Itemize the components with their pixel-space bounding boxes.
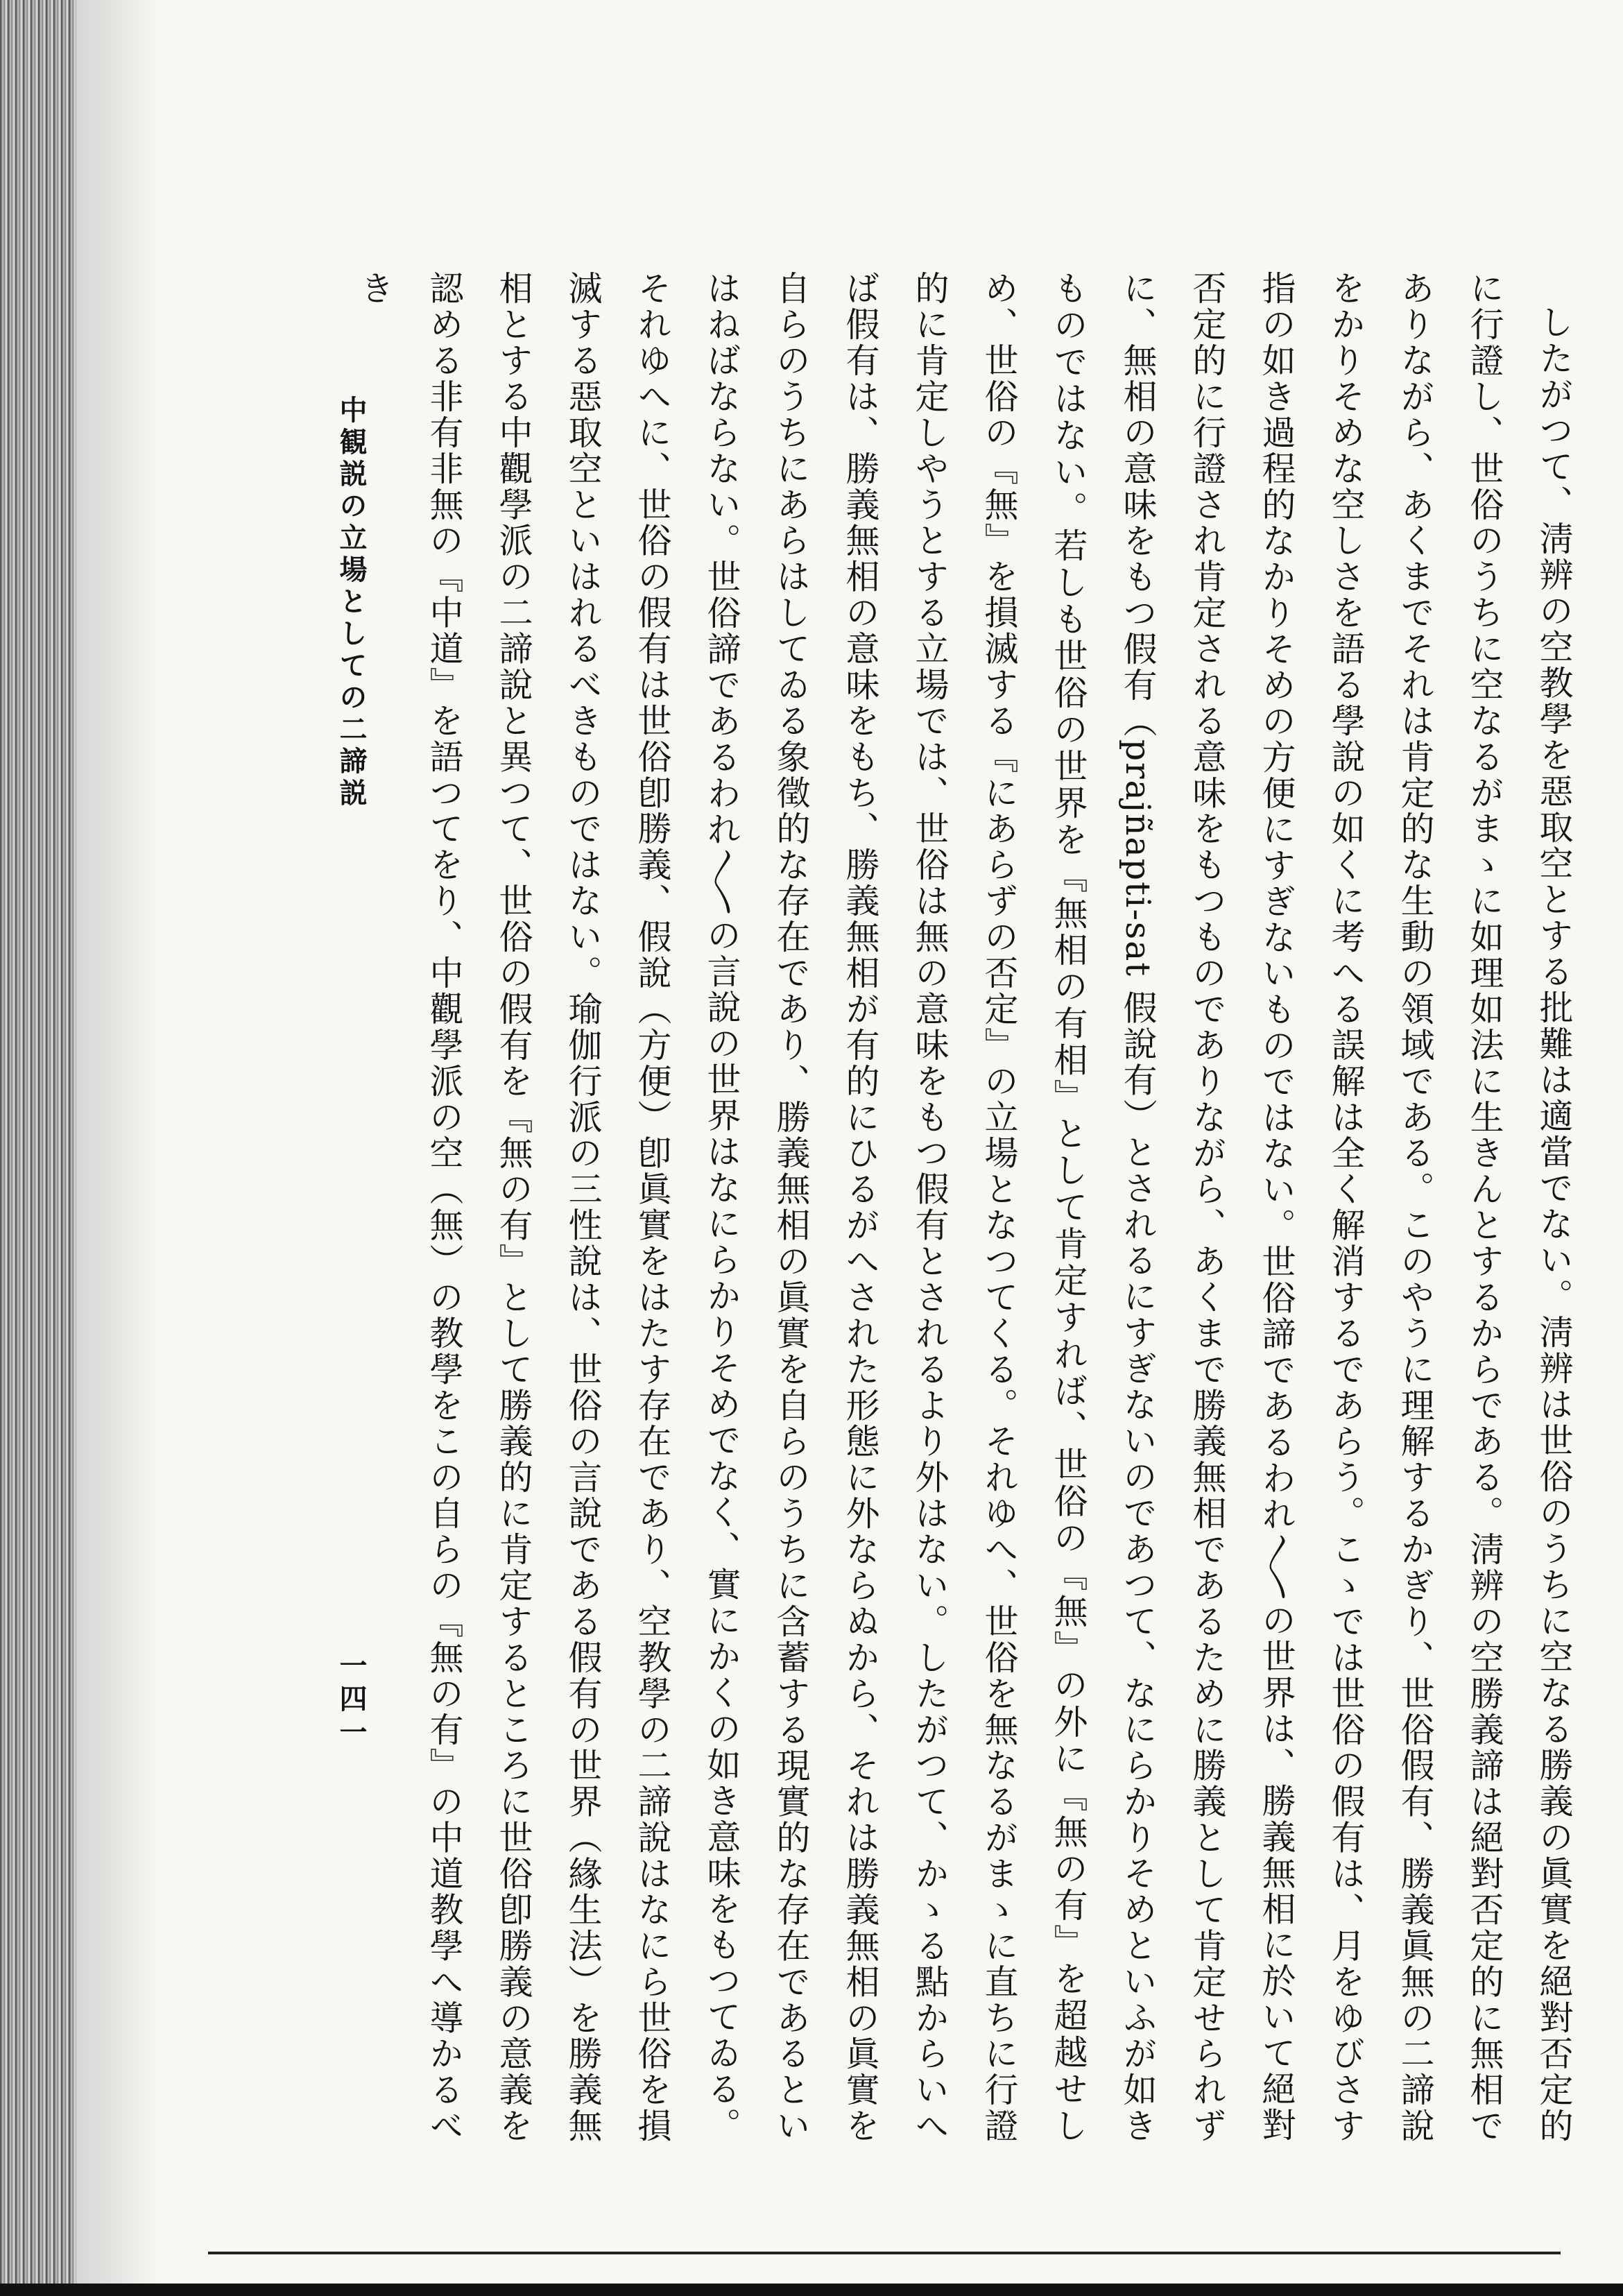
paragraph: したがつて、淸辨の空教學を惡取空とする批難は適當でない。淸辨は世俗のうちに空なる勝義の眞實を絕對否定的に行證し、世俗のうちに空なるがまゝに如理如法に生きんとするからである。淸辨の空勝義諦は絕對否定的に無相でありながら、あくまでそれは肯定的な生動の領域である。このやうに理解するかぎり、世俗假有、勝義眞無の二諦說をかりそめな空しさを語る學說の如くに考へる誤解は全く解消するであらう。こゝでは世俗の假有は、月をゆびさす指の如き過程的なかりそめの方便にすぎないものではない。世俗諦であるわれ〳〵の世界は、勝義無相に於いて絕對否定的に行證され肯定される意味をもつものでありながら、あくまで勝義無相であるために勝義として肯定せられずに、無相の意味をもつ假有（prajñapti-sat 假說有）とされるにすぎないのであつて、なにらかりそめといふが如きものではない。若しも世俗の世界を『無相の有相』として肯定すれば、世俗の『無』の外に『無の有』を超越せしめ、世俗の『無』を損滅する『にあらずの否定』の立場となつてくる。それゆへ、世俗を無なるがまゝに直ちに行證的に肯定しやうとする立場では、世俗は無の意味をもつ假有とされるより外はない。したがつて、かゝる點からいへば假有は、勝義無相の意味をもち、勝義無相が有的にひるがへされた形態に外ならぬから、それは勝義無相の眞實を自らのうちにあらはしてゐる象徵的な存在であり、勝義無相の眞實を自らのうちに含蓄する現實的な存在であるといはねばならない。世俗諦であるわれ〳〵の言說の世界はなにらかりそめでなく、實にかくの如き意味をもつてゐる。それゆへに、世俗の假有は世俗卽勝義、假說（方便）卽眞實をはたす存在であり、空教學の二諦說はなにら世俗を損滅する惡取空といはれるべきものではない。瑜伽行派の三性說は、世俗の言說である假有の世界（緣生法）を勝義無相とする中觀學派の二諦說と異つて、世俗の假有を『無の有』として勝義的に肯定するところに世俗卽勝義の意義を認める非有非無の『中道』を語つてをり、中觀學派の空（無）の教學をこの自らの『無の有』の中道教學へ導かるべき (355, 271, 1574, 2144)
bottom-rule (208, 2252, 1561, 2254)
scan-shadow (76, 0, 160, 2296)
scan-binding-edge (0, 0, 76, 2296)
page-number: 一四一 (335, 1651, 368, 1751)
body-text (305, 271, 1588, 2143)
running-title: 中観説の立場としての二諦説 (335, 395, 368, 810)
scan-bottom-edge (0, 2284, 1623, 2296)
